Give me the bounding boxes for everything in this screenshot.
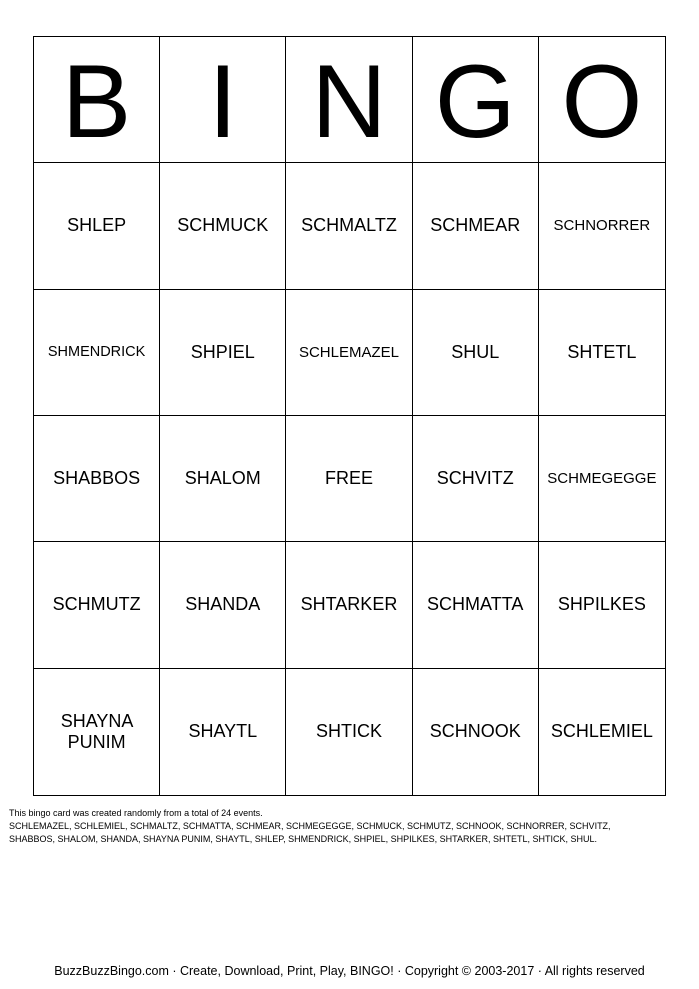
- header-letter-i: I: [160, 37, 286, 163]
- bingo-cell: SCHNOOK: [413, 669, 539, 795]
- bingo-cell: SCHNORRER: [539, 163, 665, 289]
- header-letter-o: O: [539, 37, 665, 163]
- bingo-cell: SHPILKES: [539, 542, 665, 668]
- bingo-cell: SHTARKER: [286, 542, 412, 668]
- bingo-cell: SHABBOS: [34, 416, 160, 542]
- bingo-card: [33, 36, 666, 796]
- bingo-cell: SHLEP: [34, 163, 160, 289]
- bingo-cell: SHALOM: [160, 416, 286, 542]
- bingo-cell: SHPIEL: [160, 290, 286, 416]
- free-space-cell: FREE: [286, 416, 412, 542]
- bingo-cell: SHTETL: [539, 290, 665, 416]
- card-info: [9, 807, 689, 846]
- card-info-line: This bingo card was created randomly from a total of 24 events.: [9, 808, 263, 818]
- bingo-cell: SHANDA: [160, 542, 286, 668]
- header-letter-g: G: [413, 37, 539, 163]
- page-footer: BuzzBuzzBingo.com · Create, Download, Print, Play, BINGO! · Copyright © 2003-2017 · All rights reserved: [54, 964, 645, 978]
- bingo-cell: SCHMATTA: [413, 542, 539, 668]
- bingo-cell: SCHMALTZ: [286, 163, 412, 289]
- bingo-cell: SHUL: [413, 290, 539, 416]
- bingo-cell: SCHMUCK: [160, 163, 286, 289]
- bingo-cell: SCHMEGEGGE: [539, 416, 665, 542]
- card-info-line: SHABBOS, SHALOM, SHANDA, SHAYNA PUNIM, SHAYTL, SHLEP, SHMENDRICK, SHPIEL, SHPILKES, SHTARKER, SHTETL, SHTICK, SHUL.: [9, 834, 597, 844]
- bingo-cell: SCHLEMAZEL: [286, 290, 412, 416]
- bingo-cell: SHTICK: [286, 669, 412, 795]
- card-info-line: SCHLEMAZEL, SCHLEMIEL, SCHMALTZ, SCHMATTA, SCHMEAR, SCHMEGEGGE, SCHMUCK, SCHMUTZ, SCHNOOK, SCHNORRER, SCHVITZ,: [9, 821, 611, 831]
- bingo-cell: SCHMUTZ: [34, 542, 160, 668]
- header-letter-n: N: [286, 37, 412, 163]
- bingo-cell: SHMENDRICK: [34, 290, 160, 416]
- bingo-cell: SCHMEAR: [413, 163, 539, 289]
- bingo-cell: SHAYTL: [160, 669, 286, 795]
- bingo-cell: SCHVITZ: [413, 416, 539, 542]
- header-letter-b: B: [34, 37, 160, 163]
- bingo-cell: SHAYNA PUNIM: [34, 669, 160, 795]
- bingo-cell: SCHLEMIEL: [550, 721, 653, 742]
